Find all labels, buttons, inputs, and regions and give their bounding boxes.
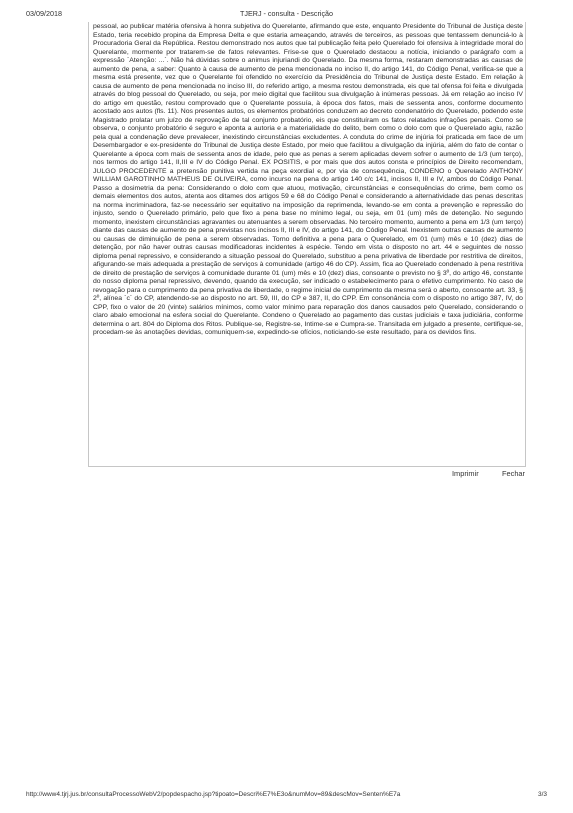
- print-link[interactable]: Imprimir: [452, 469, 479, 478]
- action-bar: [88, 468, 526, 482]
- document-frame: [88, 22, 526, 467]
- decision-text: pessoal, ao publicar matéria ofensiva à honra subjetiva do Querelante, afirmando que este, enquanto Presidente do Tribunal de Justiça deste Estado, teria recebido propina da Empresa Delta e que estaria ameaçando, através de terceiros, as pessoas que tentassem denunciá-lo à Procuradoria Geral da República. Restou demonstrado nos autos que tal publicação feita pelo Querelado foi ofensiva à integridade moral do Querelante, mormente por tratarem-se de fatos relevantes. Frise-se que o Querelado destacou a notícia, iniciando o parágrafo com a expressão `Atenção: ...`. Não há dúvidas sobre o animus injuriandi do Querelado. Da mesma forma, restaram demonstradas as causas de aumento de pena, a saber: Quanto à causa de aumento de pena mencionada no inciso II, do artigo 141, do Código Penal, verifica-se que a mesma está presente, vez que o Querelante foi ofendido no exercício da Presidência do Tribunal de Justiça deste Estado. Em relação à causa de aumento de pena mencionada no inciso III, do referido artigo, a mesma restou demonstrada, eis que tal ofensa foi feita e divulgada através do blog pessoal do Querelado, ou seja, por meio digital que facilitou sua divulgação à inúmeras pessoas. Já em relação ao inciso IV do artigo em questão, restou comprovado que o Querelante possuía, à época dos fatos, mais de sessenta anos, conforme documento acostado aos autos (fls. 11). Nos presentes autos, os elementos probatórios conduzem ao decreto condenatório do Querelado, podendo este Magistrado prolatar um juízo de reprovação de tal conjunto probatório, eis que constituíram os fatos relatados infrações penais. Como se observa, o conjunto probatório é seguro e aponta a autoria e a materialidade do delito, bem como o dolo com que o Querelado agiu, razão pela qual a condenação deve prevalecer, inexistindo circunstâncias excludentes. A conduta do crime de injúria foi praticada em face de um Desembargador e ex-presidente do Tribunal de Justiça deste Estado, por meio que facilitou a divulgação da injúria, além do fato de contar o Querelante a época com mais de sessenta anos de idade, pelo que as penas a serem aplicadas devem sofrer o aumento de 1/3 (um terço), nos termos do artigo 141, II,III e IV do Código Penal. EX POSITIS, e por mais que dos autos consta e princípios de Direito recomendam, JULGO PROCEDENTE a pretensão punitiva vertida na peça exordial e, por via de consequência, CONDENO o Querelado ANTHONY WILLIAM GAROTINHO MATHEUS DE OLIVEIRA, como incurso na pena do artigo 140 c/c 141, incisos II, III e IV, ambos do Código Penal. Passo a dosimetria da pena: Considerando o dolo com que atuou, motivação, circunstâncias e consequências do crime, bem como os demais elementos dos autos, atenta aos ditames dos artigos 59 e 68 do Código Penal e considerando a alternatividade das penas descritas na norma incriminadora, faz-se necessário ser equitativo na imposição da reprimenda, levando-se em conta a prevenção e repressão do injusto, sendo o Querelado primário, pelo que fixo a pena base no mínimo legal, ou seja, em 01 (um) mês de detenção. No segundo momento, inexistem circunstâncias agravantes ou atenuantes a serem observadas. No terceiro momento, aumento a pena em 1/3 (um terço) diante das causas de aumento de pena previstas nos incisos II, III e IV, do artigo 141, do Código Penal. Inexistem outras causas de aumento ou causas de diminuição de pena a serem observadas. Torno definitiva a pena para o Querelado, em 01 (um) mês e 10 (dez) dias de detenção, por não haver outras causas modificadoras incidentes à espécie. Tendo em vista o disposto no art. 44 e seguintes de nosso diploma penal repressivo, e considerando a situação pessoal do Querelado, substituo a pena privativa de liberdade por restritiva de direitos, afigurando-se mais adequada a prestação de serviços à comunidade (artigo 46 do CP). Assim, fica ao Querelado condenado à pena restritiva de direito de prestação de serviços à comunidade durante 01 (um) mês e 10 (dez) dias, consoante o previsto no § 3º, do artigo 46, constante do nosso diploma penal repressivo, devendo, quando da execução, ser indicado o estabelecimento para o efetivo cumprimento. No caso de revogação para o cumprimento da pena privativa de liberdade, o regime inicial de cumprimento da mesma será o aberto, consoante art. 33, § 2º, alínea `c` do CP, atendendo-se ao disposto no art. 59, III, do CP e 387, II, do CPP. Em consonância com o disposto no artigo 387, IV, do CPP, fixo o valor de 20 (vinte) salários mínimos, como valor mínimo para reparação dos danos causados pelo Querelado, considerando o claro abalo emocional na esfera social do Querelante. Condeno o Querelado ao pagamento das custas judiciais e taxa judiciária, conforme determina o art. 804 do Diploma dos Ritos. Publique-se, Registre-se, Intime-se e Cumpra-se. Transitada em julgado a presente, certifique-se, procedam-se às anotações devidas, comuniquem-se, expedindo-se ofícios, noticiando-se este resultado, para os devidos fins.: [93, 23, 523, 336]
- print-header: [26, 9, 547, 19]
- page-url: http://www4.tjrj.jus.br/consultaProcessoWebV2/popdespacho.jsp?tipoato=Descri%E7%E3o&numMov=89&descMov=Senten%E7a: [26, 791, 401, 798]
- print-date: 03/09/2018: [26, 9, 62, 18]
- print-footer: [26, 791, 547, 801]
- page-title: TJERJ - consulta - Descrição: [239, 9, 334, 18]
- page-number: 3/3: [537, 791, 547, 798]
- close-link[interactable]: Fechar: [502, 469, 526, 478]
